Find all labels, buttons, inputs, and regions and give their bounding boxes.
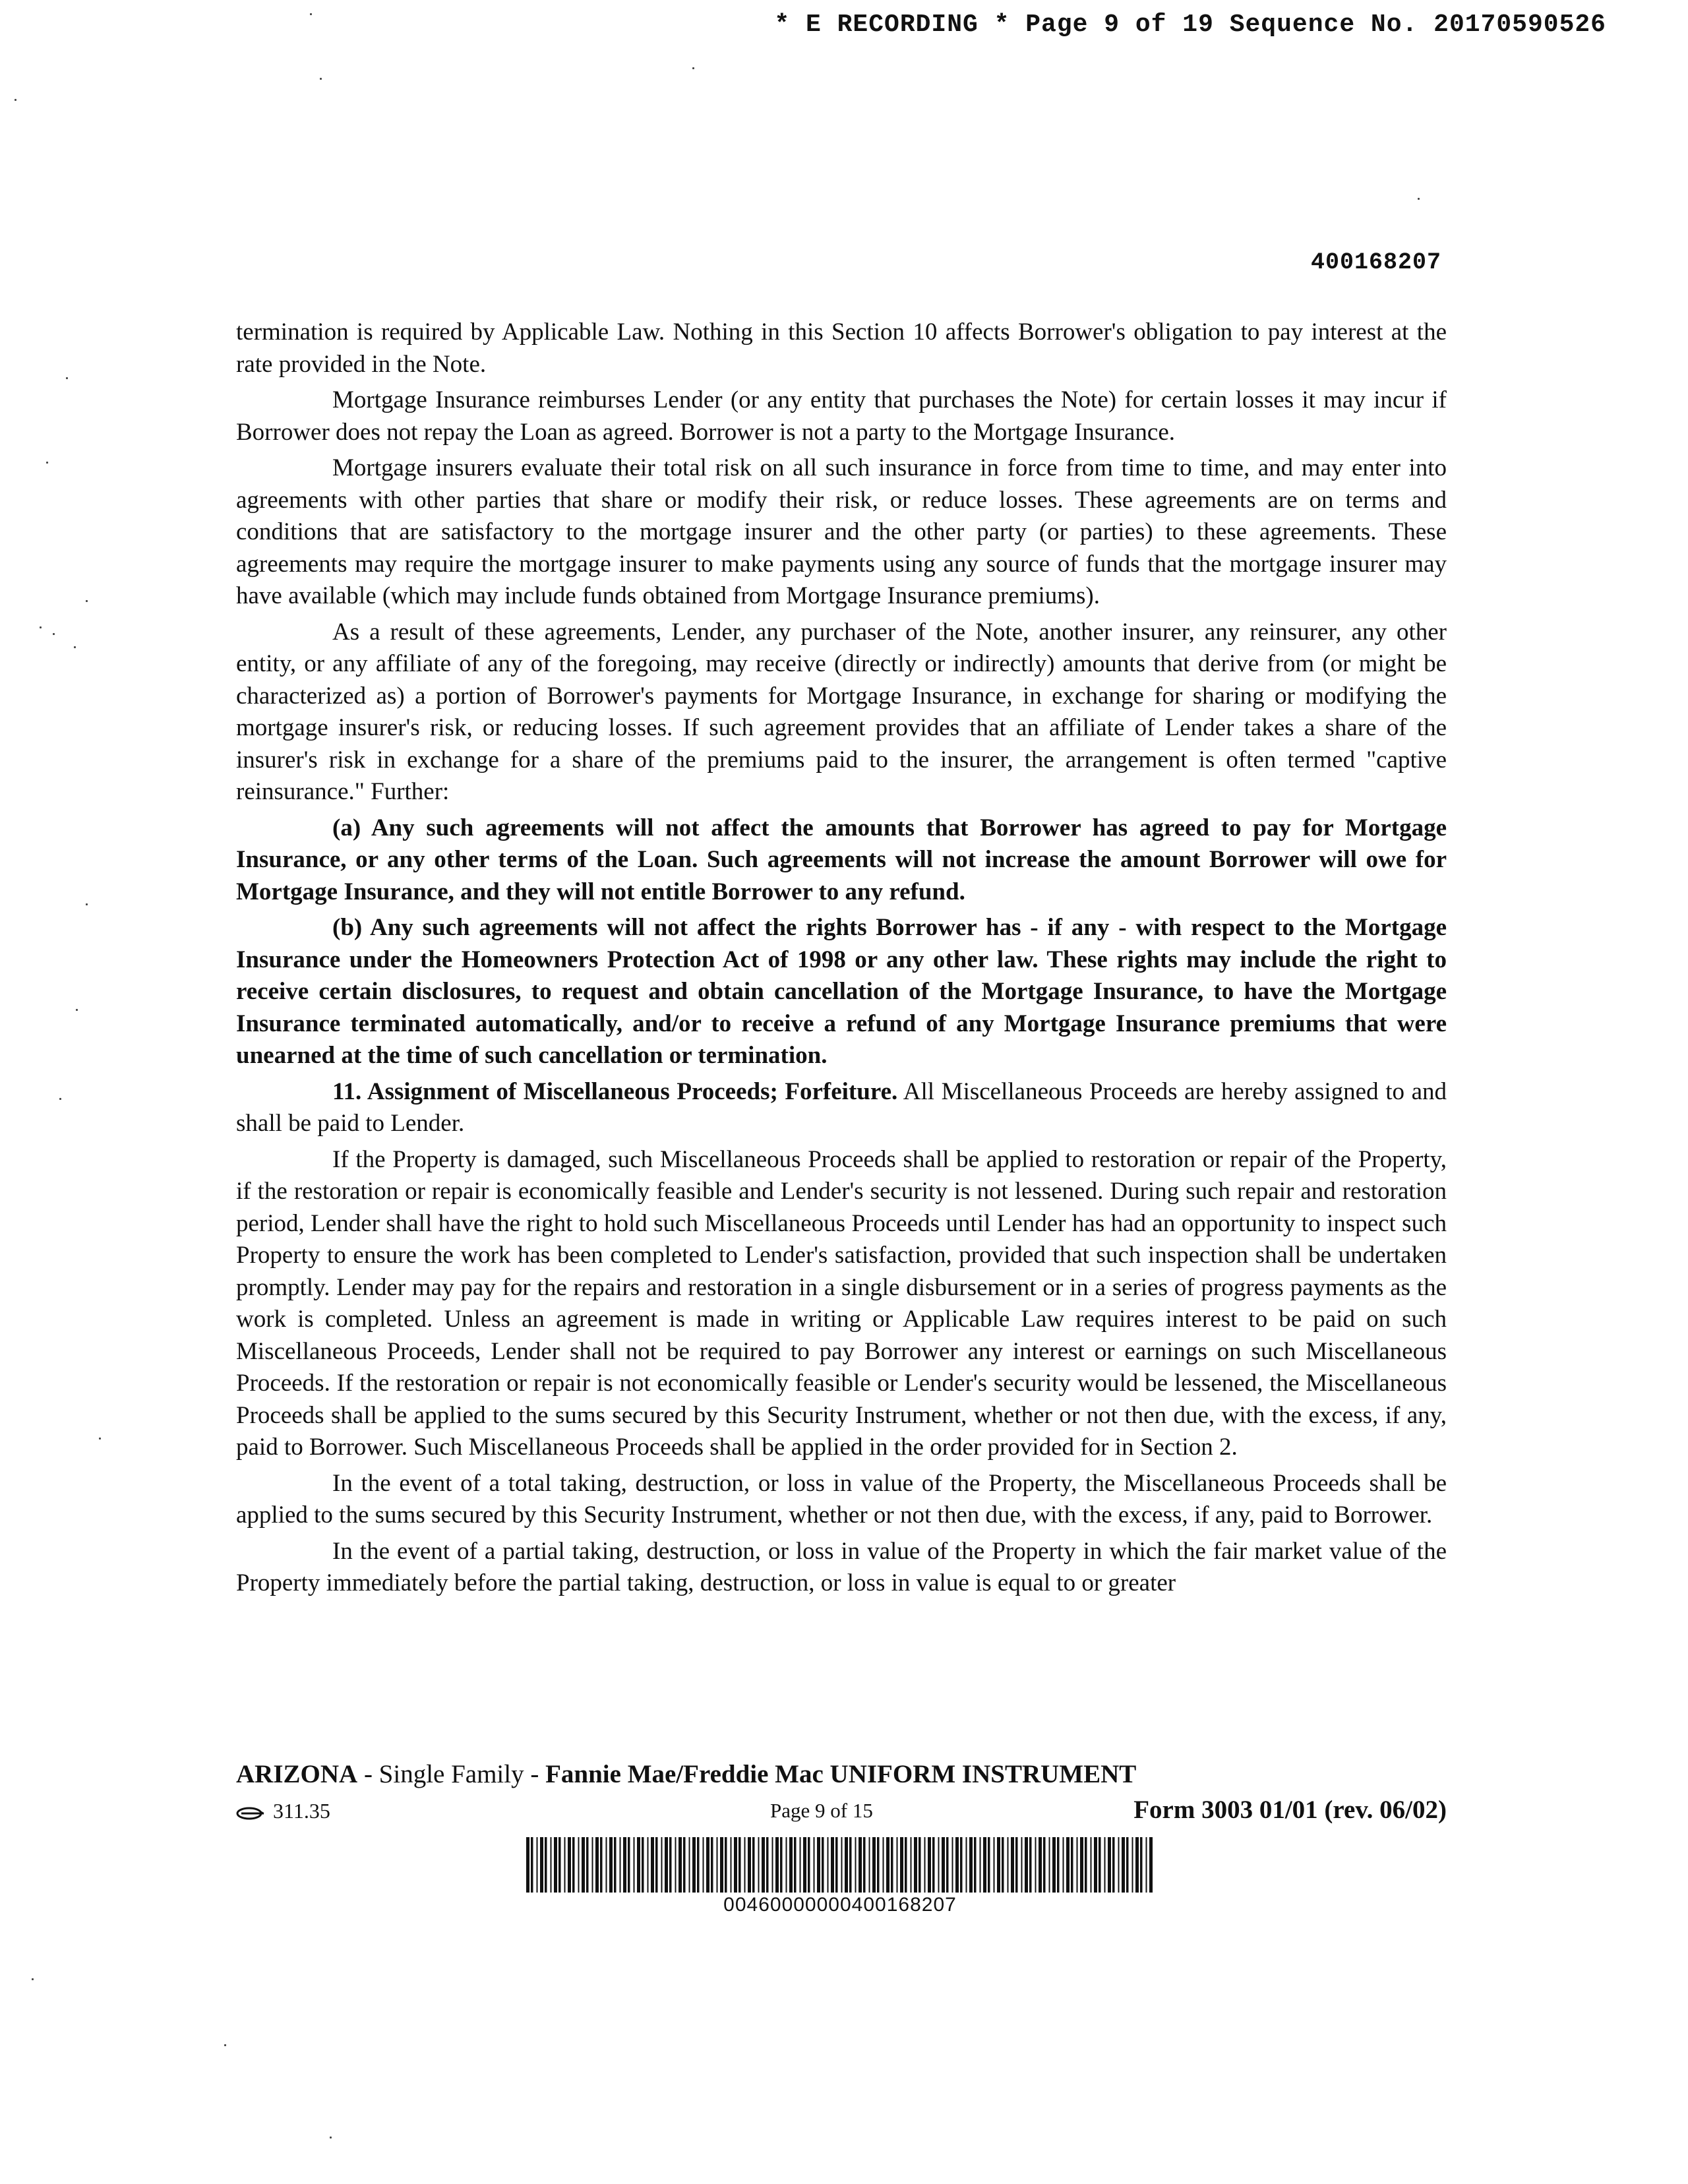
barcode-bar	[997, 1837, 1000, 1893]
barcode-bar	[1025, 1837, 1028, 1893]
barcode-bar	[828, 1837, 829, 1893]
barcode-bar	[600, 1837, 603, 1893]
barcode-bar	[1132, 1837, 1133, 1893]
barcode-bar	[689, 1837, 690, 1893]
paragraph-agreements-result: As a result of these agreements, Lender, any purchaser of the Note, another insurer, any reinsurer, any other entity, or any affiliate of any of the foregoing, may receive (directly or indirectly) amounts that derive from (or might be characterized as) a portion of Borrower's payments for Mortgage Insurance, in exchange for sharing or modifying the mortgage insurer's risk, or reducing losses. If such agreement provides that an affiliate of Lender takes a share of the insurer's risk in exchange for a share of the premiums paid to the insurer, the arrangement is often termed "captive reinsurance." Further:	[236, 618, 1447, 805]
barcode-bar	[841, 1837, 843, 1893]
barcode-bar	[568, 1837, 571, 1893]
barcode-bar	[883, 1837, 884, 1893]
barcode-bar	[886, 1837, 889, 1893]
barcode-bar	[1015, 1837, 1018, 1893]
barcode-bar	[775, 1837, 779, 1893]
form-number: Form 3003 01/01 (rev. 06/02)	[1133, 1796, 1447, 1824]
barcode-bar	[863, 1837, 866, 1893]
barcode-bar	[661, 1837, 663, 1893]
form-code	[236, 1799, 330, 1823]
barcode-bar	[678, 1837, 682, 1893]
barcode-bar	[1099, 1837, 1101, 1893]
barcode-bar	[974, 1837, 977, 1893]
barcode-bar	[1035, 1837, 1037, 1893]
barcode-bar	[1008, 1837, 1009, 1893]
scan-speck	[32, 1978, 34, 1980]
barcode-bar	[614, 1837, 617, 1893]
barcode-bar	[1029, 1837, 1032, 1893]
barcode	[525, 1837, 1155, 1893]
barcode-bar	[558, 1837, 561, 1893]
barcode-bar	[703, 1837, 704, 1893]
barcode-bar	[717, 1837, 718, 1893]
barcode-bar	[831, 1837, 834, 1893]
barcode-bar	[665, 1837, 668, 1893]
barcode-bar	[938, 1837, 940, 1893]
barcode-bar	[725, 1837, 727, 1893]
form-code-number: 311.35	[273, 1799, 330, 1823]
barcode-bar	[545, 1837, 547, 1893]
barcode-bar	[1122, 1837, 1125, 1893]
barcode-bar	[675, 1837, 677, 1893]
barcode-bar	[669, 1837, 672, 1893]
barcode-bar	[748, 1837, 751, 1893]
barcode-bar	[1094, 1837, 1097, 1893]
barcode-bar	[711, 1837, 713, 1893]
barcode-bar	[628, 1837, 630, 1893]
scan-speck	[320, 78, 322, 80]
barcode-bar	[720, 1837, 723, 1893]
barcode-bar	[744, 1837, 746, 1893]
barcode-bar	[877, 1837, 880, 1893]
barcode-bar	[762, 1837, 765, 1893]
loan-number: 400168207	[1310, 249, 1441, 276]
barcode-bar	[952, 1837, 953, 1893]
barcode-number: 00460000000400168207	[723, 1894, 957, 1916]
barcode-bar	[1135, 1837, 1139, 1893]
barcode-bar	[683, 1837, 686, 1893]
barcode-bar	[564, 1837, 566, 1893]
barcode-bar	[914, 1837, 917, 1893]
vmp-logo-icon	[236, 1806, 265, 1821]
barcode-bar	[586, 1837, 589, 1893]
barcode-bar	[800, 1837, 801, 1893]
barcode-bar	[817, 1837, 820, 1893]
barcode-bar	[582, 1837, 585, 1893]
scan-speck	[74, 646, 76, 648]
barcode-bar	[606, 1837, 607, 1893]
barcode-bar	[835, 1837, 838, 1893]
barcode-bar	[1011, 1837, 1014, 1893]
barcode-bar	[994, 1837, 995, 1893]
barcode-bar	[900, 1837, 903, 1893]
barcode-bar	[752, 1837, 755, 1893]
barcode-bar	[919, 1837, 921, 1893]
barcode-bar	[911, 1837, 912, 1893]
page-indicator: Page 9 of 15	[770, 1799, 873, 1822]
barcode-bar	[1140, 1837, 1143, 1893]
barcode-bar	[1057, 1837, 1060, 1893]
barcode-bar	[697, 1837, 700, 1893]
paragraph-mortgage-insurance: Mortgage Insurance reimburses Lender (or any entity that purchases the Note) for certain losses it may incur if Borrower does not repay the Loan as agreed. Borrower is not a party to the Mortgage Insurance.	[236, 386, 1447, 446]
scan-speck	[59, 1098, 61, 1100]
barcode-bar	[1146, 1837, 1147, 1893]
barcode-bar	[578, 1837, 580, 1893]
barcode-bar	[849, 1837, 852, 1893]
barcode-bar	[946, 1837, 949, 1893]
footer-row	[236, 1795, 1447, 1828]
barcode-bar	[1071, 1837, 1073, 1893]
recording-header: * E RECORDING * Page 9 of 19 Sequence No. 20170590526	[774, 11, 1606, 39]
barcode-bar	[780, 1837, 783, 1893]
scan-speck	[40, 626, 42, 628]
barcode-bar	[808, 1837, 810, 1893]
footer-state: ARIZONA	[236, 1760, 358, 1788]
barcode-bar	[554, 1837, 557, 1893]
scan-speck	[86, 600, 88, 602]
barcode-bar	[960, 1837, 963, 1893]
barcode-bar	[969, 1837, 973, 1893]
barcode-bar	[692, 1837, 696, 1893]
barcode-bar	[651, 1837, 654, 1893]
barcode-bar	[531, 1837, 533, 1893]
barcode-bar	[637, 1837, 640, 1893]
paragraph-clause-b: (b) Any such agreements will not affect the rights Borrower has - if any - with respect to the Mortgage Insurance under the Homeowners Protection Act of 1998 or any other law. These rights may include the right to receive certain disclosures, to request and obtain cancellation of the Mortgage Insurance, to have the Mortgage Insurance terminated automatically, and/or to receive a refund of any Mortgage Insurance premiums that were unearned at the time of such cancellation or termination.	[236, 914, 1447, 1069]
barcode-bar	[595, 1837, 599, 1893]
paragraph-partial-taking: In the event of a partial taking, destruction, or loss in value of the Property in which the fair market value of the Property immediately before the partial taking, destruction, or loss in value is equal to or greater	[236, 1537, 1447, 1596]
document-body	[236, 317, 1447, 1604]
barcode-bar	[1066, 1837, 1070, 1893]
barcode-bar	[988, 1837, 990, 1893]
section-11-text: All Miscellaneous Proceeds are hereby assigned to and shall be paid to Lender.	[236, 1077, 1447, 1137]
barcode-bar	[855, 1837, 857, 1893]
scan-speck	[224, 2044, 226, 2046]
barcode-bar	[642, 1837, 644, 1893]
barcode-bar	[932, 1837, 935, 1893]
barcode-bar	[1108, 1837, 1111, 1893]
barcode-bar	[1049, 1837, 1050, 1893]
scan-speck	[66, 377, 68, 379]
scan-speck	[692, 67, 694, 69]
barcode-bar	[738, 1837, 741, 1893]
barcode-bar	[794, 1837, 797, 1893]
paragraph-total-taking: In the event of a total taking, destruction, or loss in value of the Property, the Miscellaneous Proceeds shall be applied to the sums secured by this Security Instrument, whether or not then due, with the excess, if any, paid to Borrower.	[236, 1469, 1447, 1529]
barcode-bar	[526, 1837, 529, 1893]
barcode-bar	[1077, 1837, 1078, 1893]
barcode-bar	[845, 1837, 848, 1893]
section-11-title: 11. Assignment of Miscellaneous Proceeds; Forfeiture.	[332, 1077, 898, 1105]
barcode-bar	[537, 1837, 538, 1893]
barcode-bar	[1043, 1837, 1046, 1893]
barcode-bar	[592, 1837, 593, 1893]
scan-speck	[15, 99, 16, 101]
paragraph-continuation: termination is required by Applicable Law. Nothing in this Section 10 affects Borrower's obligation to pay interest at the rate provided in the Note.	[236, 318, 1447, 378]
barcode-bar	[966, 1837, 967, 1893]
barcode-bar	[1104, 1837, 1106, 1893]
barcode-bar	[897, 1837, 898, 1893]
barcode-bar	[758, 1837, 760, 1893]
barcode-bar	[891, 1837, 893, 1893]
barcode-bar	[942, 1837, 945, 1893]
barcode-bar	[623, 1837, 626, 1893]
barcode-bar	[786, 1837, 787, 1893]
barcode-bar	[1080, 1837, 1083, 1893]
barcode-bar	[859, 1837, 862, 1893]
barcode-bar	[634, 1837, 635, 1893]
barcode-bar	[822, 1837, 824, 1893]
scan-speck	[99, 1438, 101, 1440]
barcode-bar	[540, 1837, 543, 1893]
barcode-bar	[731, 1837, 732, 1893]
barcode-bar	[905, 1837, 907, 1893]
paragraph-section-11	[236, 1076, 1447, 1140]
barcode-bar	[1091, 1837, 1092, 1893]
footer-instrument: Fannie Mae/Freddie Mac UNIFORM INSTRUMENT	[545, 1760, 1137, 1788]
scan-speck	[1418, 198, 1420, 200]
barcode-bar	[706, 1837, 709, 1893]
scan-speck	[310, 13, 312, 15]
barcode-bar	[1112, 1837, 1115, 1893]
barcode-bar	[551, 1837, 552, 1893]
barcode-bar	[1149, 1837, 1153, 1893]
barcode-bar	[734, 1837, 737, 1893]
barcode-bar	[924, 1837, 926, 1893]
barcode-bar	[803, 1837, 806, 1893]
paragraph-clause-a: (a) Any such agreements will not affect the amounts that Borrower has agreed to pay for Mortgage Insurance, or any other terms of the Loan. Such agreements will not increase the amount Borrower will owe for Mortgage Insurance, and they will not entitle Borrower to any refund.	[236, 814, 1447, 905]
barcode-bar	[928, 1837, 931, 1893]
barcode-bar	[1063, 1837, 1064, 1893]
barcode-bar	[766, 1837, 769, 1893]
barcode-bar	[772, 1837, 773, 1893]
barcode-bar	[1085, 1837, 1087, 1893]
paragraph-property-damaged: If the Property is damaged, such Miscellaneous Proceeds shall be applied to restoration or repair of the Property, if the restoration or repair is economically feasible and Lender's security is not lessened. During such repair and restoration period, Lender shall have the right to hold such Miscellaneous Proceeds until Lender has had an opportunity to inspect such Property to ensure the work has been completed to Lender's satisfaction, provided that such inspection shall be undertaken promptly. Lender may pay for the repairs and restoration in a single disbursement or in a series of progress payments as the work is completed. Unless an agreement is made in writing or Applicable Law requires interest to be paid on such Miscellaneous Proceeds, Lender shall not be required to pay Borrower any interest or earnings on such Miscellaneous Proceeds. If the restoration or repair is not economically feasible or Lender's security would be lessened, the Miscellaneous Proceeds shall be applied to the sums secured by this Security Instrument, whether or not then due, with the excess, if any, paid to Borrower. Such Miscellaneous Proceeds shall be applied in the order provided for in Section 2.	[236, 1145, 1447, 1461]
barcode-bar	[869, 1837, 870, 1893]
scan-speck	[53, 633, 55, 635]
scan-speck	[330, 2137, 332, 2138]
barcode-bar	[572, 1837, 575, 1893]
barcode-bar	[814, 1837, 815, 1893]
paragraph-mortgage-insurers: Mortgage insurers evaluate their total risk on all such insurance in force from time to time, and may enter into agreements with other parties that share or modify their risk, or reduce losses. These agreements are on terms and conditions that are satisfactory to the mortgage insurer and the other party (or parties) to these agreements. These agreements may require the mortgage insurer to make payments using any source of funds that the mortgage insurer may have available (which may include funds obtained from Mortgage Insurance premiums).	[236, 454, 1447, 609]
barcode-bar	[620, 1837, 621, 1893]
barcode-bar	[1002, 1837, 1004, 1893]
footer-separator: - Single Family -	[357, 1760, 546, 1788]
barcode-bar	[609, 1837, 613, 1893]
barcode-bar	[648, 1837, 649, 1893]
scan-speck	[86, 903, 88, 905]
barcode-bar	[872, 1837, 876, 1893]
barcode-bar	[1021, 1837, 1023, 1893]
scan-speck	[46, 462, 48, 464]
barcode-bar	[1118, 1837, 1120, 1893]
barcode-bar	[980, 1837, 981, 1893]
footer-title	[236, 1759, 1136, 1789]
barcode-bar	[1126, 1837, 1129, 1893]
barcode-bar	[983, 1837, 986, 1893]
barcode-bar	[655, 1837, 658, 1893]
barcode-bar	[1039, 1837, 1042, 1893]
barcode-bar	[1052, 1837, 1056, 1893]
barcode-bar	[955, 1837, 959, 1893]
barcode-bar	[789, 1837, 793, 1893]
scan-speck	[76, 1009, 78, 1011]
